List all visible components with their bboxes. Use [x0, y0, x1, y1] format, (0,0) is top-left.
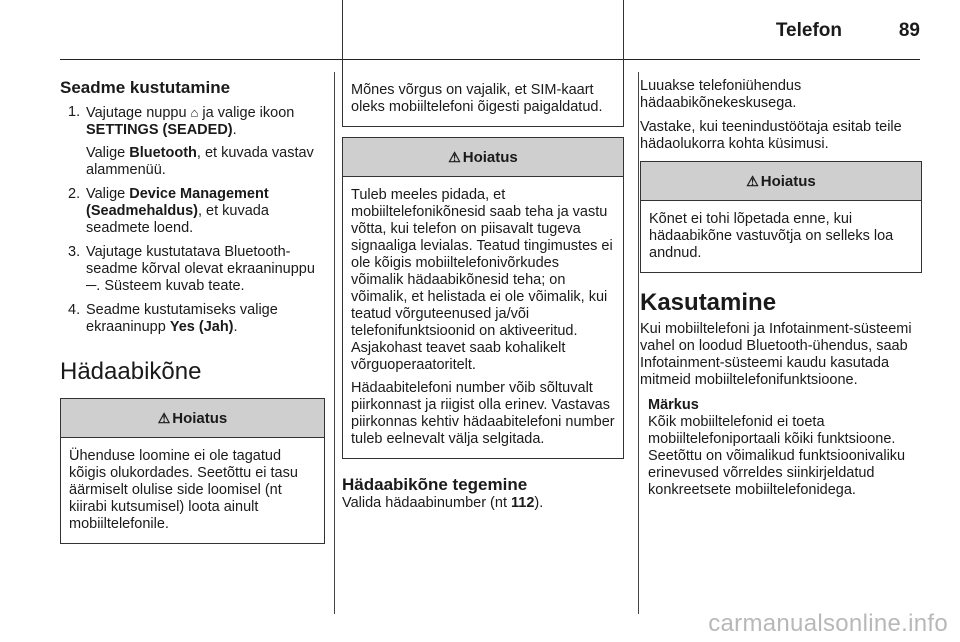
warning-icon: ⚠: [746, 173, 759, 189]
heading-emergency-call: Hädaabikõne: [60, 358, 202, 385]
page-title: Telefon: [775, 20, 842, 41]
home-icon: ⌂: [190, 105, 199, 120]
steps-list: [60, 104, 325, 336]
list-item: 4. Seadme kustutamiseks valige ekraaninupp Yes (Jah).: [68, 302, 278, 335]
column-3: Luuakse telefoniühendus hädaabikõnekeskusega. Vastake, kui teenindustöötaja esitab teile hädaolukorra kohta küsimusi. ⚠ Hoiatus Kõnet ei tohi lõpetada enne, kui hädaabikõne vastuvõtja on selleks loa andnud. Kasutamine Kui mobiiltelefoni ja Infotainment-süsteemi vahel on loodud Bluetooth-ühendus, saab Infotainment-süsteemi kaudu kasutada mitmeid mobiiltelefonifunktsioone. Märkus Kõik mobiiltelefonid ei toeta mobiiltelefoniportaali kõiki funktsioone. Seetõttu on võimalikud funktsioonivaliku erinevused võrreldes siinkirjeldatud konkreetsete mobiiltelefonidega.: [640, 72, 922, 499]
warning-body: Ühenduse loomine ei ole tagatud kõigis olukordades. Seetõttu ei tasu äärmiselt olulise side loomisel (nt kiirabi kutsumisel) loota ainult mobiiltelefonile.: [69, 448, 298, 532]
warning-icon: ⚠: [157, 410, 171, 426]
note-text: Kõik mobiiltelefonid ei toeta mobiiltelefoniportaali kõiki funktsioone. Seetõttu on võimalikud funktsioonivaliku erinevused võrreldes siinkirjeldatud konkreetsete mobiiltelefonidega.: [648, 414, 906, 498]
step-sub: Valige Bluetooth, et kuvada vastav alammenüü.: [86, 145, 314, 178]
note-label: Märkus: [648, 397, 699, 413]
column-divider-1: [334, 72, 335, 614]
watermark: carmanualsonline.info: [708, 610, 948, 637]
column-2: [342, 72, 624, 512]
warning-header: ⚠ Hoiatus: [61, 399, 324, 438]
list-item: 2. Valige Device Management (Seadmehaldus), et kuvada seadmete loend.: [68, 186, 269, 236]
warning-body: Kõnet ei tohi lõpetada enne, kui hädaabikõne vastuvõtja on selleks loa andnud.: [649, 211, 894, 261]
warning-box: [60, 398, 325, 544]
subheading-make-call: Hädaabikõne tegemine: [342, 475, 528, 494]
column-1: [60, 72, 325, 544]
warning-box: [342, 137, 624, 459]
heading-usage: Kasutamine: [640, 289, 777, 316]
minus-symbol: ─: [86, 278, 97, 294]
warning-body: Tuleb meeles pidada, et mobiiltelefonikõnesid saab teha ja vastu võtta, kui telefon on piisavalt tugeva signaaliga levialas. Teatud tingimustes ei ole kõigis mobiiltelefonivõrkudes võimalik hädaabikõnesid teha; on võimalik, et helistada ei ole võimalik, kui teatud võrguteenused ja/või telefonifunktsioonid on aktiveeritud. Asjakohast teavet saab kohalikelt võrguoperaatoritelt. Hädaabitelefoni number võib sõltuvalt piirkonnast ja riigist olla erinev. Vastavas piirkonnas kehtiv hädaabitelefoni number tuleb eelnevalt välja selgitada.: [351, 187, 615, 447]
section-title: Seadme kustutamine: [60, 78, 231, 97]
warning-box: [640, 161, 922, 273]
dial-text: Valida hädaabinumber (nt 112).: [342, 495, 544, 511]
column-divider-2: [638, 72, 639, 614]
list-item: 3. Vajutage kustutatava Bluetooth-seadme kõrval olevat ekraaninuppu ─. Süsteem kuvab teate.: [68, 244, 315, 294]
note-block: [648, 397, 922, 499]
list-item: 1. Vajutage nuppu ⌂ ja valige ikoon SETTINGS (SEADED). Valige Bluetooth, et kuvada vastav alammenüü.: [60, 104, 325, 179]
warning-header: ⚠ Hoiatus: [343, 138, 623, 177]
page-number: 89: [898, 20, 920, 41]
warning-header: ⚠ Hoiatus: [641, 162, 921, 201]
warning-icon: ⚠: [448, 149, 461, 165]
continued-box: Mõnes võrgus on vajalik, et SIM-kaart oleks mobiiltelefoni õigesti paigaldatud.: [342, 0, 624, 127]
